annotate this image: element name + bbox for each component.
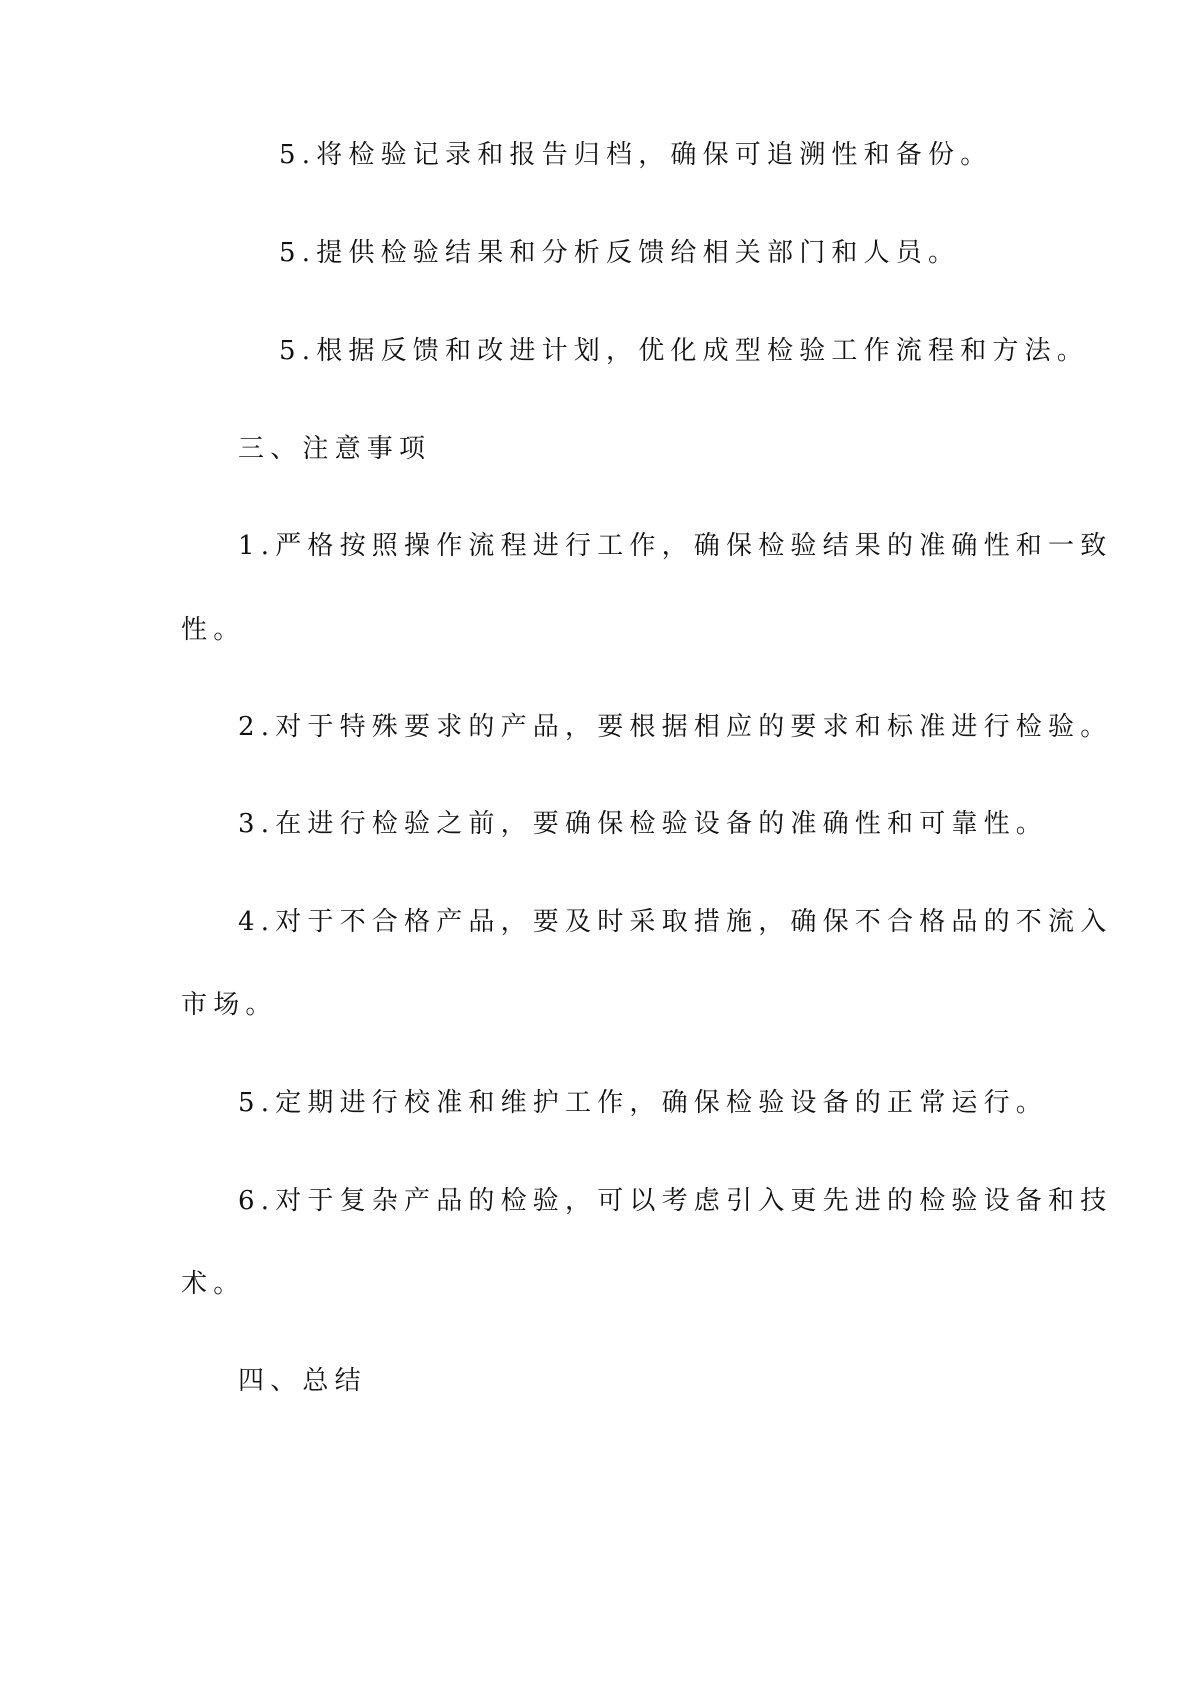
section-heading-precautions: 三、注意事项: [238, 434, 432, 464]
precaution-item-4: 4.对于不合格产品，要及时采取措施，确保不合格品的不流入: [238, 907, 1113, 937]
precaution-item-6-continued: 术。: [181, 1269, 246, 1299]
step-optimize-process: 5.根据反馈和改进计划，优化成型检验工作流程和方法。: [279, 336, 1090, 366]
precaution-item-2: 2.对于特殊要求的产品，要根据相应的要求和标准进行检验。: [238, 712, 1113, 742]
precaution-item-3: 3.在进行检验之前，要确保检验设备的准确性和可靠性。: [238, 809, 1049, 839]
precaution-item-4-continued: 市场。: [181, 990, 278, 1020]
precaution-item-1-continued: 性。: [181, 615, 246, 645]
precaution-item-5: 5.定期进行校准和维护工作，确保检验设备的正常运行。: [238, 1088, 1049, 1118]
precaution-item-1: 1.严格按照操作流程进行工作，确保检验结果的准确性和一致: [238, 531, 1113, 561]
step-archive-records: 5.将检验记录和报告归档，确保可追溯性和备份。: [279, 140, 993, 170]
step-provide-feedback: 5.提供检验结果和分析反馈给相关部门和人员。: [279, 238, 961, 268]
precaution-item-6: 6.对于复杂产品的检验，可以考虑引入更先进的检验设备和技: [238, 1186, 1113, 1216]
section-heading-summary: 四、总结: [238, 1366, 367, 1396]
